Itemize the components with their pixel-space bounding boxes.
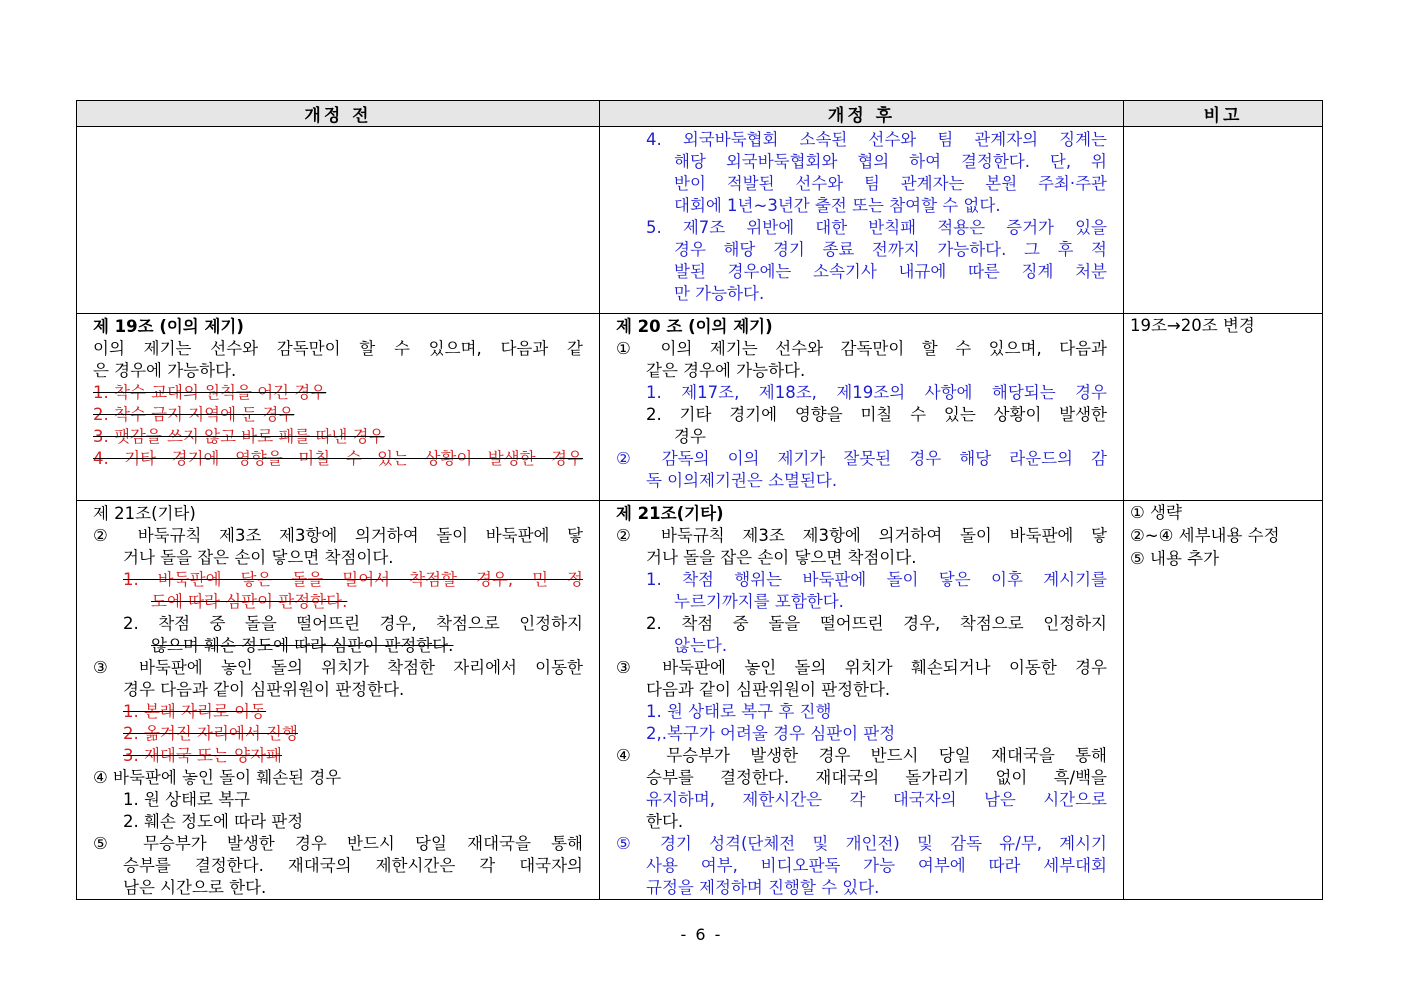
text-line: 1. 착수 교대의 원칙을 어긴 경우: [93, 383, 327, 402]
text-line: 제 21조(기타): [616, 504, 724, 523]
text-line: 누르기까지를 포함한다.: [674, 592, 844, 611]
text-line: 5. 제7조 위반에 대한 반칙패 적용은 증거가 있을: [646, 218, 1107, 237]
header-note: 비고: [1124, 101, 1323, 127]
text-line: 다음과 같이 심판위원이 판정한다.: [646, 680, 891, 699]
table-row: [77, 127, 1323, 314]
text-line: 제 21조(기타): [93, 504, 196, 523]
text-line: ② 감독의 이의 제기가 잘못된 경우 해당 라운드의 감: [616, 449, 1107, 468]
text-line: 4. 외국바둑협회 소속된 선수와 팀 관계자의 징계는: [646, 130, 1107, 149]
text-line: 19조→20조 변경: [1130, 316, 1255, 335]
text-line: 경우 해당 경기 종료 전까지 가능하다. 그 후 적: [674, 240, 1107, 259]
text-line: 1. 원 상태로 복구 후 진행: [646, 702, 832, 721]
text-line: ⑤ 경기 성격(단체전 및 개인전) 및 감독 유/무, 계시기: [616, 834, 1107, 853]
text-line: ① 이의 제기는 선수와 감독만이 할 수 있으며, 다음과: [616, 339, 1107, 358]
text-line: 2. 옮겨진 자리에서 진행: [123, 724, 298, 743]
text-line: 규정을 제정하며 진행할 수 있다.: [646, 878, 880, 897]
text-line: 3. 팻감을 쓰지 않고 바로 패를 따낸 경우: [93, 427, 385, 446]
text-line: 1. 원 상태로 복구: [123, 790, 251, 809]
table-row: [77, 501, 1323, 900]
table-header-row: [77, 101, 1323, 127]
text-line: 대회에 1년~3년간 출전 또는 참여할 수 없다.: [674, 196, 1001, 215]
text-line: 않는다.: [674, 636, 728, 655]
text-line: 거나 돌을 잡은 손이 닿으면 착점이다.: [646, 548, 917, 567]
cell-note: [1124, 501, 1323, 900]
text-line: 승부를 결정한다. 재대국의 돌가리기 없이 흑/백을: [646, 768, 1107, 787]
text-line: 1. 착점 행위는 바둑판에 돌이 닿은 이후 계시기를: [646, 570, 1107, 589]
text-line: 경우: [674, 427, 706, 446]
text-line: 거나 돌을 잡은 손이 닿으면 착점이다.: [123, 548, 394, 567]
text-line: 유지하며, 제한시간은 각 대국자의 남은 시간으로: [646, 790, 1107, 809]
text-line: 해당 외국바둑협회와 협의 하여 결정한다. 단, 위: [674, 152, 1107, 171]
text-line: 1. 본래 자리로 이동: [123, 702, 267, 721]
cell-after: [600, 314, 1124, 501]
text-line: 발된 경우에는 소속기사 내규에 따른 징계 처분: [674, 262, 1107, 281]
text-line: 한다.: [646, 812, 684, 831]
page-number: - 6 -: [680, 925, 723, 944]
text-line: 1. 제17조, 제18조, 제19조의 사항에 해당되는 경우: [646, 383, 1107, 402]
revision-comparison-table: [76, 100, 1323, 900]
text-line: 독 이의제기권은 소멸된다.: [646, 471, 838, 490]
text-line: ② 바둑규칙 제3조 제3항에 의거하여 돌이 바둑판에 닿: [93, 526, 583, 545]
cell-note: [1124, 127, 1323, 314]
text-line: 같은 경우에 가능하다.: [646, 361, 806, 380]
text-line: 2. 착수 금지 지역에 둔 경우: [93, 405, 295, 424]
text-line: 경우 다음과 같이 심판위원이 판정한다.: [123, 680, 405, 699]
text-line: 은 경우에 가능하다.: [93, 361, 237, 380]
cell-before: [77, 501, 600, 900]
text-line: ③ 바둑판에 놓인 돌의 위치가 착점한 자리에서 이동한: [93, 658, 583, 677]
text-line: 승부를 결정한다. 재대국의 제한시간은 각 대국자의: [123, 856, 583, 875]
cell-after: [600, 501, 1124, 900]
header-before: 개정 전: [77, 101, 600, 127]
text-line: 제 20 조 (이의 제기): [616, 317, 773, 336]
text-line: ⑤ 무승부가 발생한 경우 반드시 당일 재대국을 통해: [93, 834, 583, 853]
header-after: 개정 후: [600, 101, 1124, 127]
text-line: 1. 바둑판에 닿은 돌을 밀어서 착점할 경우, 민 정: [123, 570, 583, 589]
text-line: 4. 기타 경기에 영향을 미칠 수 있는 상황이 발생한 경우: [93, 449, 583, 468]
text-line: 사용 여부, 비디오판독 가능 여부에 따라 세부대회: [646, 856, 1107, 875]
text-line: 2. 기타 경기에 영향을 미칠 수 있는 상황이 발생한: [646, 405, 1107, 424]
text-line: 않으며 훼손 정도에 따라 심판이 판정한다.: [151, 636, 454, 655]
cell-before: [77, 314, 600, 501]
cell-note: [1124, 314, 1323, 501]
text-line: 2. 착점 중 돌을 떨어뜨린 경우, 착점으로 인정하지: [646, 614, 1107, 633]
text-line: 2,.복구가 어려울 경우 심판이 판정: [646, 724, 896, 743]
text-line: ④ 무승부가 발생한 경우 반드시 당일 재대국을 통해: [616, 746, 1107, 765]
text-line: 남은 시간으로 한다.: [123, 878, 267, 897]
text-line: ② 바둑규칙 제3조 제3항에 의거하여 돌이 바둑판에 닿: [616, 526, 1107, 545]
text-line: ① 생략: [1130, 503, 1182, 522]
text-line: 도에 따라 심판이 판정한다.: [151, 592, 348, 611]
text-line: 이의 제기는 선수와 감독만이 할 수 있으며, 다음과 같: [93, 339, 583, 358]
text-line: 3. 재대국 또는 양자패: [123, 746, 282, 765]
text-line: 반이 적발된 선수와 팀 관계자는 본원 주최·주관: [674, 174, 1107, 193]
text-line: 2. 착점 중 돌을 떨어뜨린 경우, 착점으로 인정하지: [123, 614, 583, 633]
text-line: ⑤ 내용 추가: [1130, 549, 1220, 568]
text-line: 제 19조 (이의 제기): [93, 317, 244, 336]
table-row: [77, 314, 1323, 501]
text-line: 2. 훼손 정도에 따라 판정: [123, 812, 304, 831]
text-line: 만 가능하다.: [674, 284, 765, 303]
text-line: ④ 바둑판에 놓인 돌이 훼손된 경우: [93, 768, 342, 787]
cell-before: [77, 127, 600, 314]
cell-after: [600, 127, 1124, 314]
text-line: ③ 바둑판에 놓인 돌의 위치가 훼손되거나 이동한 경우: [616, 658, 1107, 677]
text-line: ②~④ 세부내용 수정: [1130, 526, 1280, 545]
